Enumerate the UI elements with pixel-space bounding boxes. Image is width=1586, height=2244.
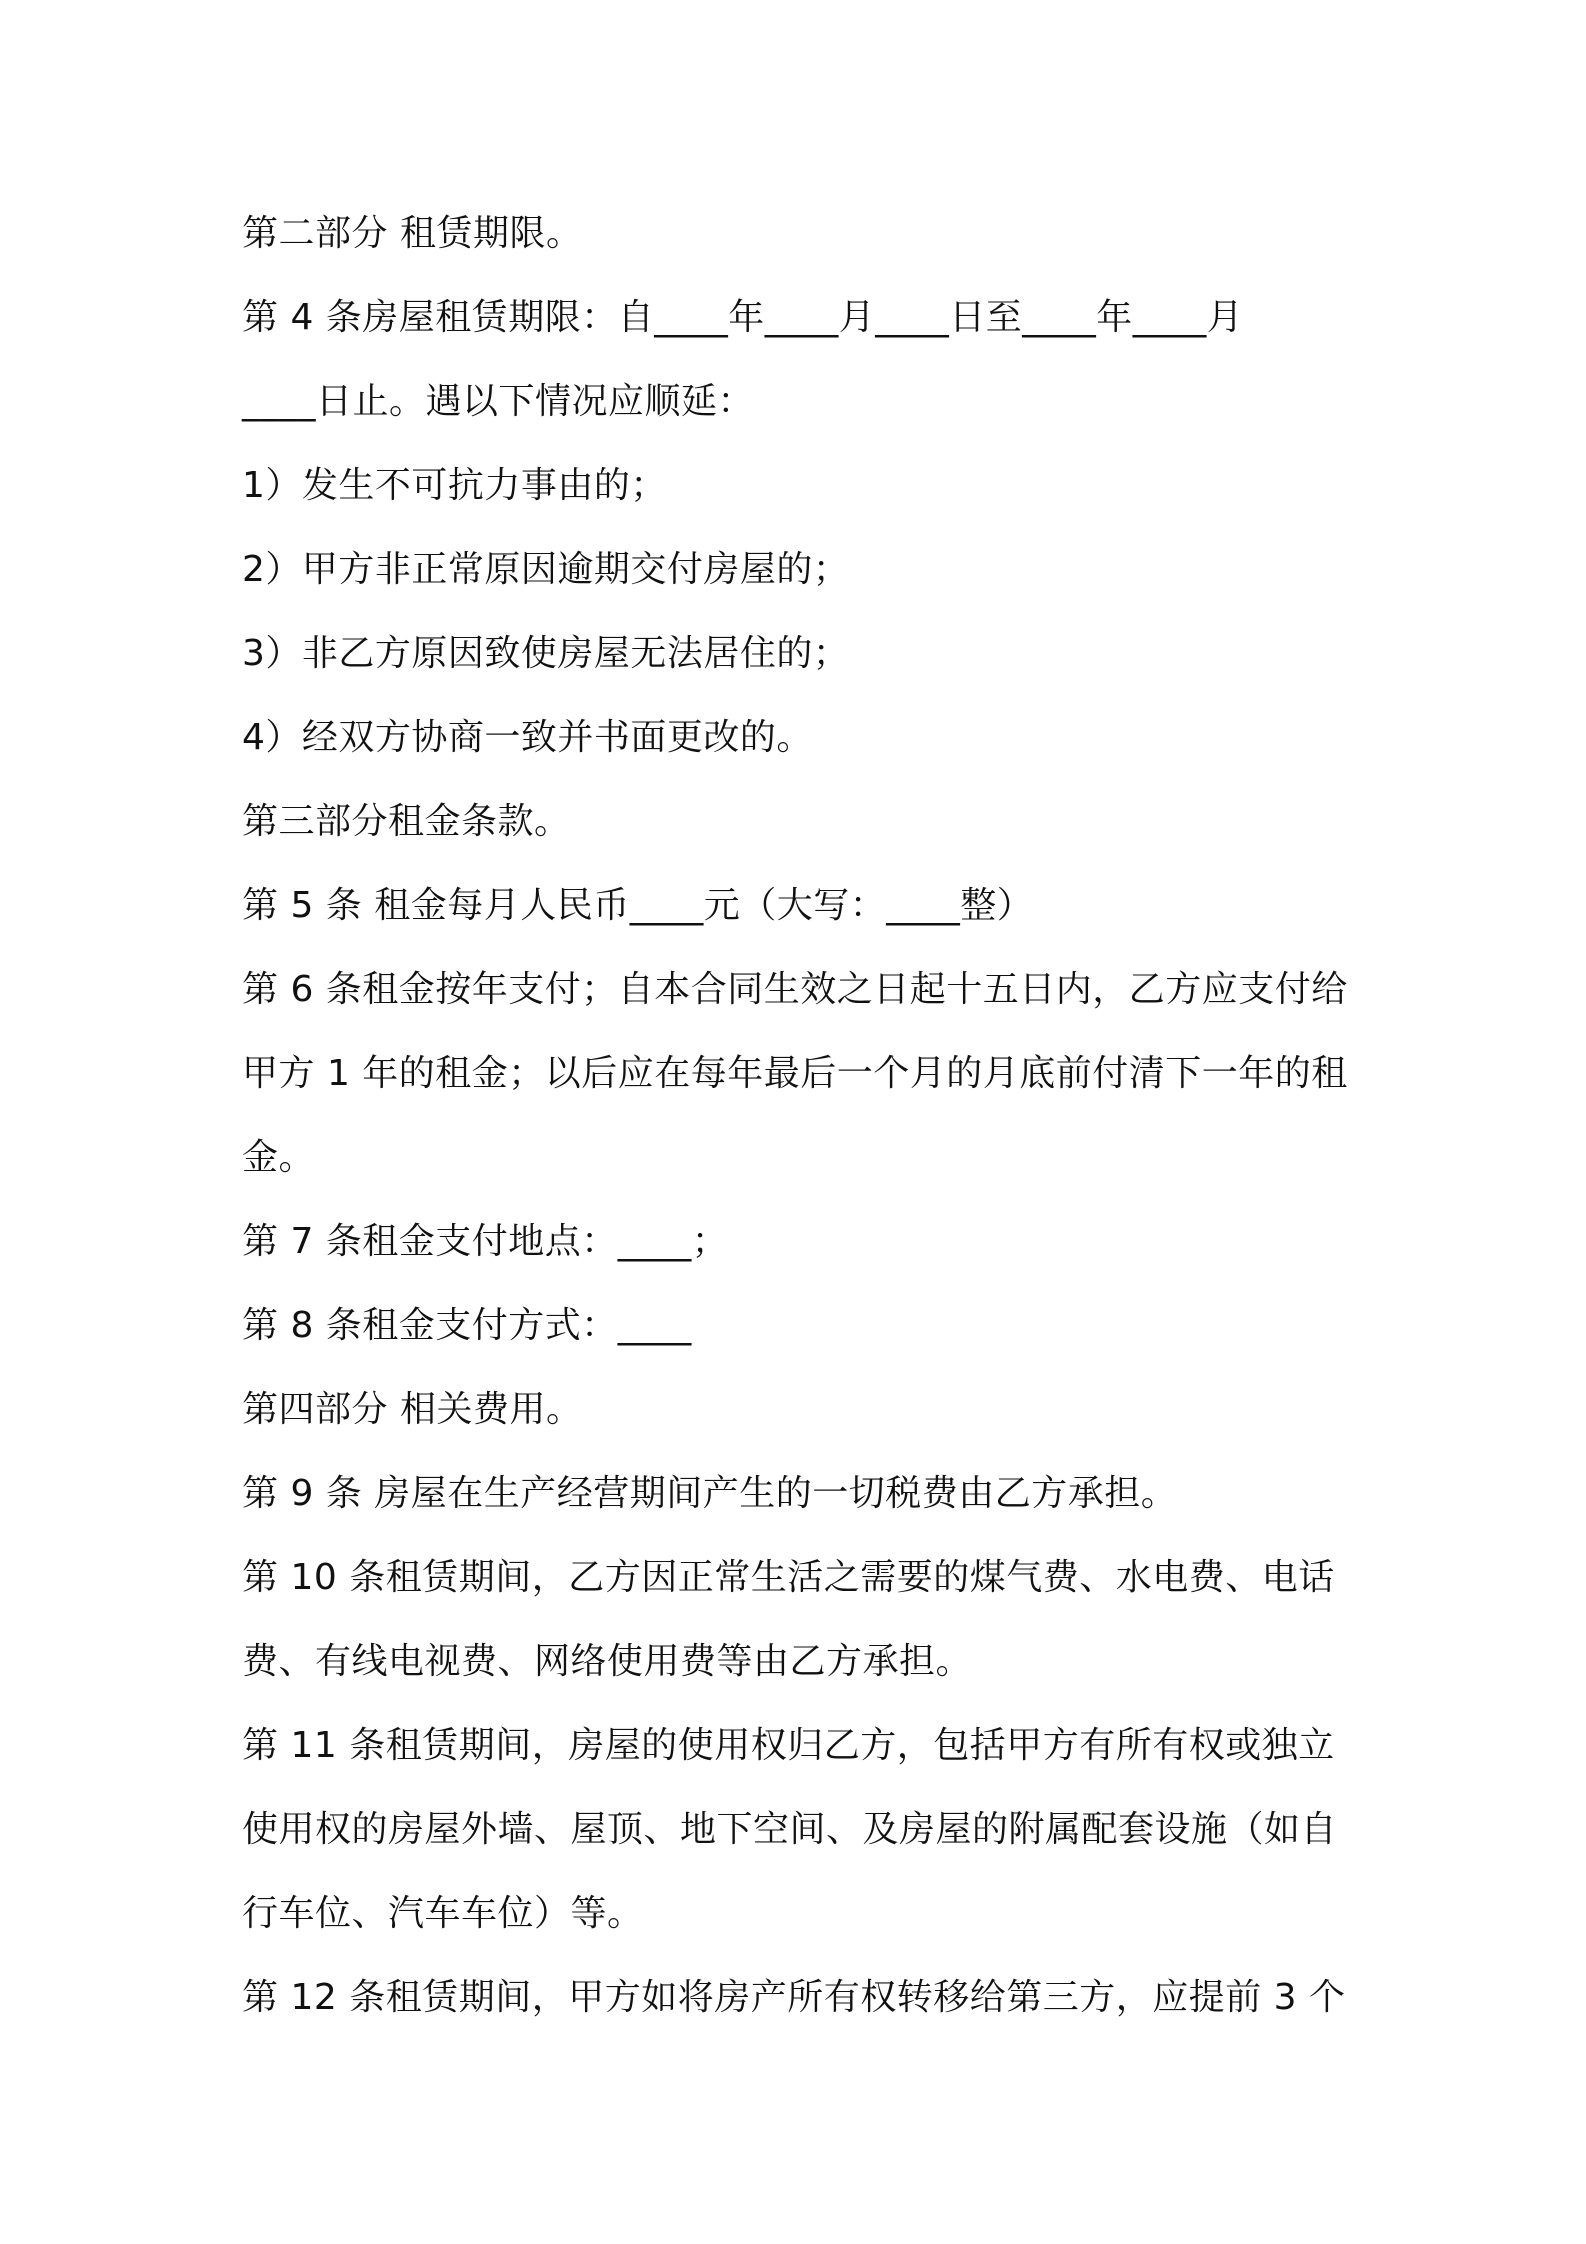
clause-6-line-1: 第 6 条租金按年支付；自本合同生效之日起十五日内，乙方应支付给 [242,969,1348,1010]
list-item-3: 3）非乙方原因致使房屋无法居住的； [242,633,850,674]
clause-6-line-2: 甲方 1 年的租金；以后应在每年最后一个月的月底前付清下一年的租 [242,1053,1348,1094]
list-item-4: 4）经双方协商一致并书面更改的。 [242,717,813,758]
clause-11-line-1: 第 11 条租赁期间，房屋的使用权归乙方，包括甲方有所有权或独立 [242,1725,1335,1766]
clause-11-line-2: 使用权的房屋外墙、屋顶、地下空间、及房屋的附属配套设施（如自 [242,1809,1338,1850]
list-item-1: 1）发生不可抗力事由的； [242,465,667,506]
section-heading-part-4: 第四部分 相关费用。 [242,1389,583,1430]
clause-5: 第 5 条 租金每月人民币____元（大写：____整） [242,885,1034,926]
clause-8: 第 8 条租金支付方式：____ [242,1305,692,1346]
document-body [242,192,1362,2040]
clause-4-line-2: ____日止。遇以下情况应顺延： [242,381,755,422]
clause-10-line-2: 费、有线电视费、网络使用费等由乙方承担。 [242,1641,973,1682]
clause-9: 第 9 条 房屋在生产经营期间产生的一切税费由乙方承担。 [242,1473,1178,1514]
clause-6-line-3: 金。 [242,1137,316,1178]
clause-10-line-1: 第 10 条租赁期间，乙方因正常生活之需要的煤气费、水电费、电话 [242,1557,1335,1598]
clause-7: 第 7 条租金支付地点：____； [242,1221,729,1262]
clause-4-line-1: 第 4 条房屋租赁期限：自____年____月____日至____年____月 [242,297,1244,338]
section-heading-part-3: 第三部分租金条款。 [242,801,571,842]
clause-12-line-1: 第 12 条租赁期间，甲方如将房产所有权转移给第三方，应提前 3 个 [242,1977,1346,2018]
clause-11-line-3: 行车位、汽车车位）等。 [242,1893,644,1934]
section-heading-part-2: 第二部分 租赁期限。 [242,213,583,254]
list-item-2: 2）甲方非正常原因逾期交付房屋的； [242,549,850,590]
